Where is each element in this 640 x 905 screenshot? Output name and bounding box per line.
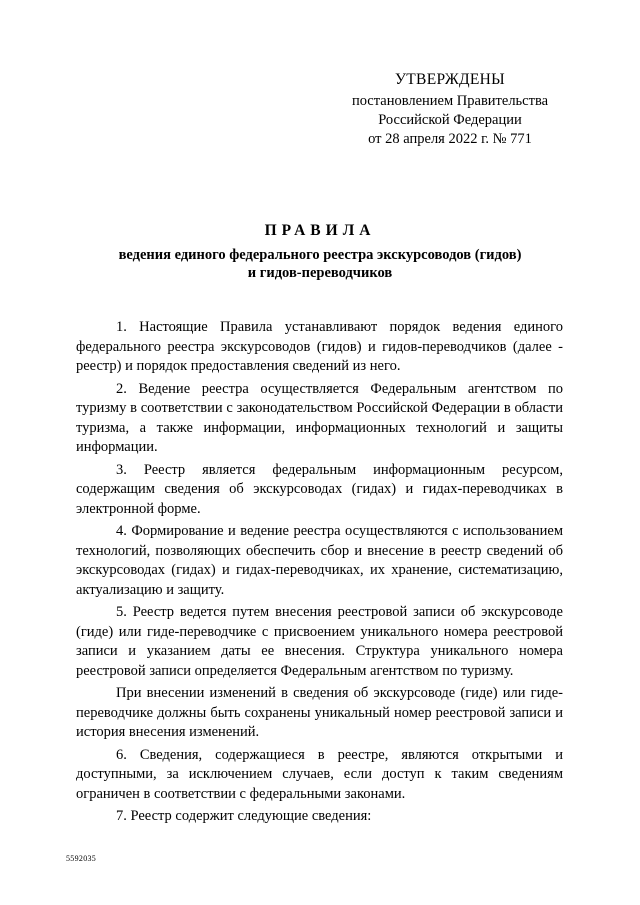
paragraph-2: 2. Ведение реестра осуществляется Федеральным агентством по туризму в соответствии с законодательством Российской Федерации в области туризма, а также информации, информационных технологий и защиты информации. xyxy=(76,380,563,455)
paragraph-5: 5. Реестр ведется путем внесения реестровой записи об экскурсоводе (гиде) или гиде-переводчике с присвоением уникального номера реестровой записи и указанием даты ее внесения. Структура уникального номера реестровой записи определяется Федеральным агентством по туризму. xyxy=(76,604,563,679)
paragraph-6: 6. Сведения, содержащиеся в реестре, являются открытыми и доступными, за исключением случаев, если доступ к таким сведениям ограничен в соответствии с федеральными законами. xyxy=(76,746,563,802)
paragraph-3: 3. Реестр является федеральным информационным ресурсом, содержащим сведения об экскурсоводах (гидах) и гидах-переводчиках в электронной форме. xyxy=(76,461,563,517)
subtitle-line-1: ведения единого федерального реестра экскурсоводов (гидов) xyxy=(118,247,522,263)
paragraph-4: 4. Формирование и ведение реестра осуществляются с использованием технологий, позволяющих обеспечить сбор и внесение в реестр сведений об экскурсоводах (гидах) и гидах-переводчиках, их хранение, систематизацию, актуализацию и защиту. xyxy=(76,523,563,598)
document-title: ПРАВИЛА xyxy=(264,222,376,239)
paragraph-7: 7. Реестр содержит следующие сведения: xyxy=(116,808,372,824)
approval-block xyxy=(345,70,555,149)
approval-line-2: Российской Федерации xyxy=(378,112,522,128)
subtitle-line-2: и гидов-переводчиков xyxy=(247,265,393,281)
approval-heading: УТВЕРЖДЕНЫ xyxy=(395,71,505,88)
approval-line-3: от 28 апреля 2022 г. № 771 xyxy=(368,131,532,147)
document-subtitle xyxy=(60,246,580,282)
footer-code: 5592035 xyxy=(66,854,97,863)
document-body xyxy=(76,318,563,830)
paragraph-5-note: При внесении изменений в сведения об экскурсоводе (гиде) или гиде-переводчике должны быть сохранены уникальный номер реестровой записи и история внесения изменений. xyxy=(76,685,563,740)
approval-line-1: постановлением Правительства xyxy=(351,93,549,109)
paragraph-1: 1. Настоящие Правила устанавливают порядок ведения единого федерального реестра экскурсоводов (гидов) и гидов-переводчиков (далее - реестр) и порядок предоставления сведений из него. xyxy=(76,319,563,374)
